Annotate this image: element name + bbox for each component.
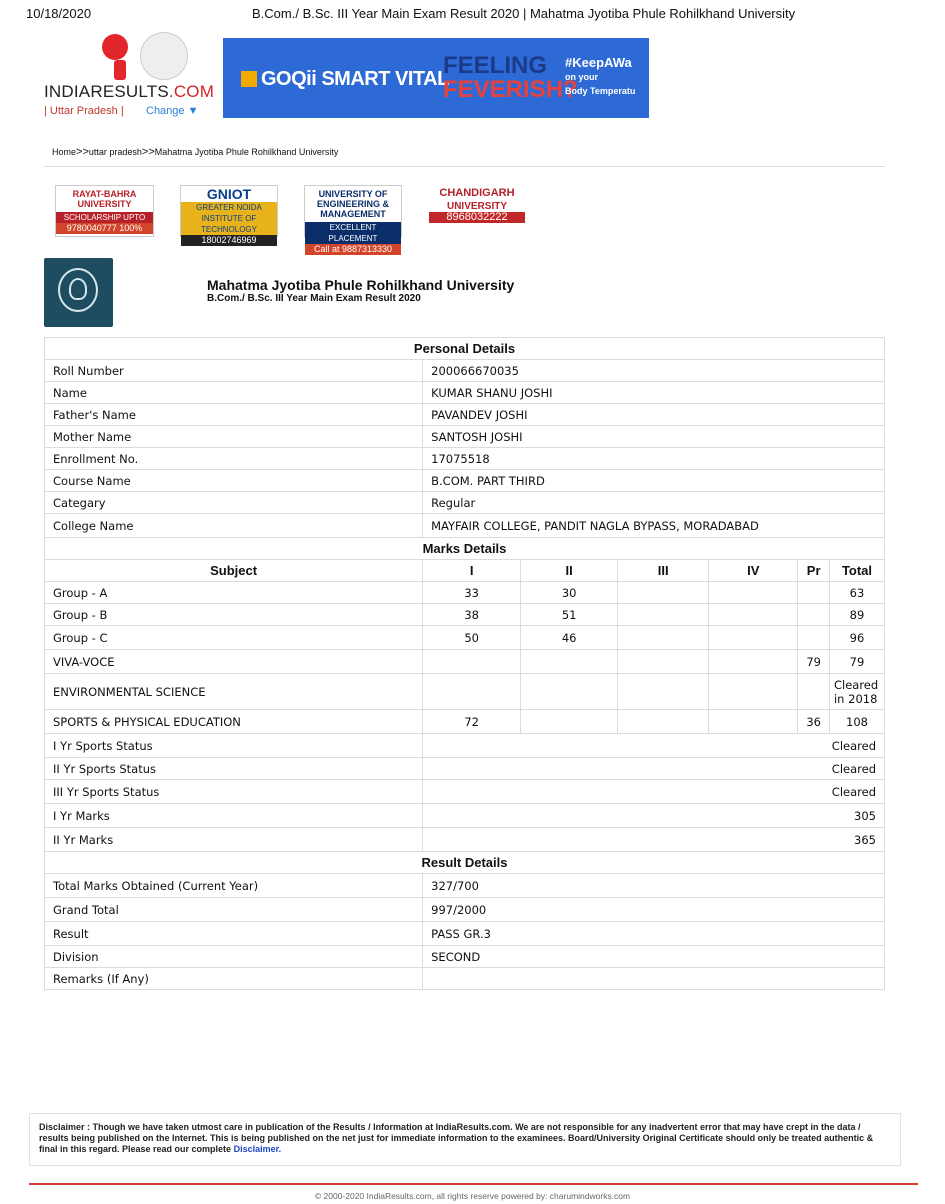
total-cell: 89: [829, 604, 884, 626]
table-row: [45, 514, 885, 538]
col-ii: II: [521, 560, 618, 582]
breadcrumb-separator: >>: [141, 146, 155, 158]
mark-cell: [618, 626, 709, 650]
logo-brand-part1: INDIARESULTS: [44, 82, 169, 101]
mark-cell: 30: [521, 582, 618, 604]
row-label: Father's Name: [45, 404, 423, 426]
ad-line2: GREATER NOIDA INSTITUTE OF TECHNOLOGY: [181, 202, 277, 235]
row-label: Division: [45, 946, 423, 968]
print-title: B.Com./ B.Sc. III Year Main Exam Result 2020 | Mahatma Jyotiba Phule Rohilkhand University: [252, 6, 796, 21]
mark-cell: [521, 650, 618, 674]
ad-line3: Call at 9887313330: [305, 244, 401, 255]
mark-cell: 36: [798, 710, 830, 734]
col-iii: III: [618, 560, 709, 582]
row-label: II Yr Sports Status: [45, 758, 423, 780]
mark-cell: 72: [423, 710, 521, 734]
banner-headline: [443, 54, 578, 102]
result-value: PASS GR.3: [423, 922, 885, 946]
banner-tag-2: Body Temperatu: [565, 86, 636, 96]
table-row: [45, 448, 885, 470]
row-label: Categary: [45, 492, 423, 514]
row-label: I Yr Sports Status: [45, 734, 423, 758]
result-table: [44, 337, 885, 990]
ad-line2: SCHOLARSHIP UPTO: [56, 212, 153, 223]
logo-brand: [44, 82, 214, 102]
row-label: II Yr Marks: [45, 828, 423, 852]
banner-headline-2: FEVERISH?: [443, 76, 578, 103]
mark-cell: [709, 710, 798, 734]
banner-brand: [241, 68, 449, 91]
mark-cell: [709, 582, 798, 604]
mark-cell: [798, 582, 830, 604]
total-line-1: Cleared: [833, 677, 879, 692]
table-row: [45, 968, 885, 990]
ad-line1: GNIOT: [206, 186, 252, 202]
disclaimer-link[interactable]: Disclaimer.: [233, 1144, 282, 1154]
row-label: III Yr Sports Status: [45, 780, 423, 804]
banner-headline-1: FEELING: [443, 52, 548, 79]
col-subject: Subject: [45, 560, 423, 582]
ad-gniot[interactable]: [180, 185, 278, 245]
mark-cell: [521, 674, 618, 710]
banner-hashtag: #KeepAWa: [565, 55, 632, 70]
row-label: College Name: [45, 514, 423, 538]
print-header: [26, 6, 919, 24]
mark-cell: [709, 626, 798, 650]
row-label: Total Marks Obtained (Current Year): [45, 874, 423, 898]
status-value: 365: [423, 828, 885, 852]
subject-cell: ENVIRONMENTAL SCIENCE: [45, 674, 423, 710]
subject-cell: SPORTS & PHYSICAL EDUCATION: [45, 710, 423, 734]
mark-cell: [798, 604, 830, 626]
mark-cell: 79: [798, 650, 830, 674]
remarks-value: [423, 968, 885, 990]
mark-cell: [709, 604, 798, 626]
subject-cell: Group - C: [45, 626, 423, 650]
total-cell: 63: [829, 582, 884, 604]
total-line-2: in 2018: [833, 691, 878, 706]
total-cell: 79: [829, 650, 884, 674]
exam-name: B.Com./ B.Sc. III Year Main Exam Result 2020: [207, 293, 421, 304]
table-row: [45, 946, 885, 968]
banner-tag-1: on your: [565, 72, 598, 82]
logo-mark-head-icon: [102, 34, 128, 60]
ad-chandigarh-university[interactable]: [429, 185, 525, 237]
status-value: Cleared: [423, 758, 885, 780]
disclaimer-text: Disclaimer : Though we have taken utmost care in publication of the Results / Information at IndiaResults.com. We are not responsible for any inadvertent error that may have crept in the data / results being published on the Internet. This is being published on the net just for immediate information to the examinees. Board/University Original Certificate should only be treated authentic & final in this regard. Please read our complete: [39, 1122, 874, 1154]
status-value: 305: [423, 804, 885, 828]
total-cell: 108: [829, 710, 884, 734]
indiaresults-logo[interactable]: [44, 32, 215, 122]
col-pr: Pr: [798, 560, 830, 582]
goqii-banner-ad[interactable]: [223, 38, 649, 118]
table-row: [45, 734, 885, 758]
mark-cell: [618, 650, 709, 674]
ad-line1: RAYAT-BAHRA UNIVERSITY: [72, 189, 137, 209]
row-label: Remarks (If Any): [45, 968, 423, 990]
table-row: [45, 626, 885, 650]
breadcrumb-separator: >>: [76, 146, 89, 158]
mark-cell: [709, 650, 798, 674]
row-label: Course Name: [45, 470, 423, 492]
category-value: Regular: [423, 492, 885, 514]
ad-line3: 9780040777 100%: [56, 223, 153, 234]
ad-line3: 18002746969: [181, 235, 277, 246]
table-row: [45, 898, 885, 922]
disclaimer-box: [29, 1113, 901, 1166]
table-row: [45, 582, 885, 604]
breadcrumb: [52, 146, 338, 158]
row-label: Enrollment No.: [45, 448, 423, 470]
personal-details-heading: Personal Details: [45, 338, 885, 360]
col-i: I: [423, 560, 521, 582]
table-row: [45, 604, 885, 626]
row-label: Name: [45, 382, 423, 404]
table-row: [45, 874, 885, 898]
table-row: [45, 828, 885, 852]
course-value: B.COM. PART THIRD: [423, 470, 885, 492]
grand-total-value: 997/2000: [423, 898, 885, 922]
mark-cell: [618, 582, 709, 604]
mark-cell: 50: [423, 626, 521, 650]
state-label: | Uttar Pradesh |: [44, 105, 124, 117]
marks-details-heading: Marks Details: [45, 538, 885, 560]
mark-cell: [423, 650, 521, 674]
row-label: Roll Number: [45, 360, 423, 382]
mark-cell: [423, 674, 521, 710]
total-cell: [829, 674, 884, 710]
mark-cell: [709, 674, 798, 710]
footer-copyright: © 2000-2020 IndiaResults.com, all rights reserve powered by: charumindworks.com: [314, 1191, 631, 1201]
table-row: [45, 382, 885, 404]
table-row: [45, 492, 885, 514]
mother-name-value: SANTOSH JOSHI: [423, 426, 885, 448]
table-row: [45, 710, 885, 734]
division-value: SECOND: [423, 946, 885, 968]
divider: [44, 166, 885, 167]
status-value: Cleared: [423, 734, 885, 758]
mark-cell: 38: [423, 604, 521, 626]
mark-cell: 33: [423, 582, 521, 604]
marks-header-row: [45, 560, 885, 582]
ad-line1: UNIVERSITY OF ENGINEERING & MANAGEMENT: [316, 189, 389, 219]
table-row: [45, 674, 885, 710]
row-label: Result: [45, 922, 423, 946]
footer-divider: [29, 1183, 918, 1185]
mark-cell: [618, 604, 709, 626]
mark-cell: 51: [521, 604, 618, 626]
table-row: [45, 426, 885, 448]
table-row: [45, 470, 885, 492]
enrollment-value: 17075518: [423, 448, 885, 470]
breadcrumb-current: Mahatma Jyotiba Phule Rohilkhand University: [154, 147, 339, 157]
row-label: I Yr Marks: [45, 804, 423, 828]
mark-cell: 46: [521, 626, 618, 650]
print-date: 10/18/2020: [26, 6, 92, 21]
table-row: [45, 360, 885, 382]
result-details-heading: Result Details: [45, 852, 885, 874]
logo-brand-part2: .COM: [168, 82, 215, 101]
ad-rayat-bahra[interactable]: [55, 185, 154, 237]
ad-uem[interactable]: [304, 185, 402, 254]
mark-cell: [521, 710, 618, 734]
row-label: Mother Name: [45, 426, 423, 448]
father-name-value: PAVANDEV JOSHI: [423, 404, 885, 426]
breadcrumb-state-link[interactable]: uttar pradesh: [88, 147, 142, 157]
total-cell: 96: [829, 626, 884, 650]
status-value: Cleared: [423, 780, 885, 804]
mark-cell: [618, 710, 709, 734]
name-value: KUMAR SHANU JOSHI: [423, 382, 885, 404]
ad-line2: EXCELLENT PLACEMENT: [305, 222, 401, 244]
subject-cell: Group - B: [45, 604, 423, 626]
table-row: [45, 804, 885, 828]
change-state-link[interactable]: Change ▼: [146, 105, 199, 117]
goqii-logo-icon: [241, 71, 257, 87]
banner-tagline: [565, 56, 635, 98]
col-iv: IV: [709, 560, 798, 582]
row-label: Grand Total: [45, 898, 423, 922]
roll-number-value: 200066670035: [423, 360, 885, 382]
mark-cell: [618, 674, 709, 710]
subject-cell: Group - A: [45, 582, 423, 604]
banner-brand-text: GOQii SMART VITAL: [261, 68, 449, 90]
ad-line1: CHANDIGARH: [439, 187, 515, 199]
table-row: [45, 404, 885, 426]
table-row: [45, 922, 885, 946]
ad-line3: 8968032222: [429, 212, 525, 223]
college-value: MAYFAIR COLLEGE, PANDIT NAGLA BYPASS, MORADABAD: [423, 514, 885, 538]
table-row: [45, 780, 885, 804]
mark-cell: [798, 674, 830, 710]
col-total: Total: [829, 560, 884, 582]
university-emblem-icon: [44, 258, 113, 327]
breadcrumb-home-link[interactable]: Home: [52, 147, 77, 157]
subject-cell: VIVA-VOCE: [45, 650, 423, 674]
ad-line2: UNIVERSITY: [429, 201, 525, 212]
mark-cell: [798, 626, 830, 650]
table-row: [45, 650, 885, 674]
total-marks-value: 327/700: [423, 874, 885, 898]
emblem-inner: [69, 278, 87, 300]
uttar-pradesh-map-icon: [140, 32, 188, 80]
table-row: [45, 758, 885, 780]
university-name: Mahatma Jyotiba Phule Rohilkhand University: [207, 277, 515, 293]
logo-mark-body-icon: [114, 60, 126, 80]
